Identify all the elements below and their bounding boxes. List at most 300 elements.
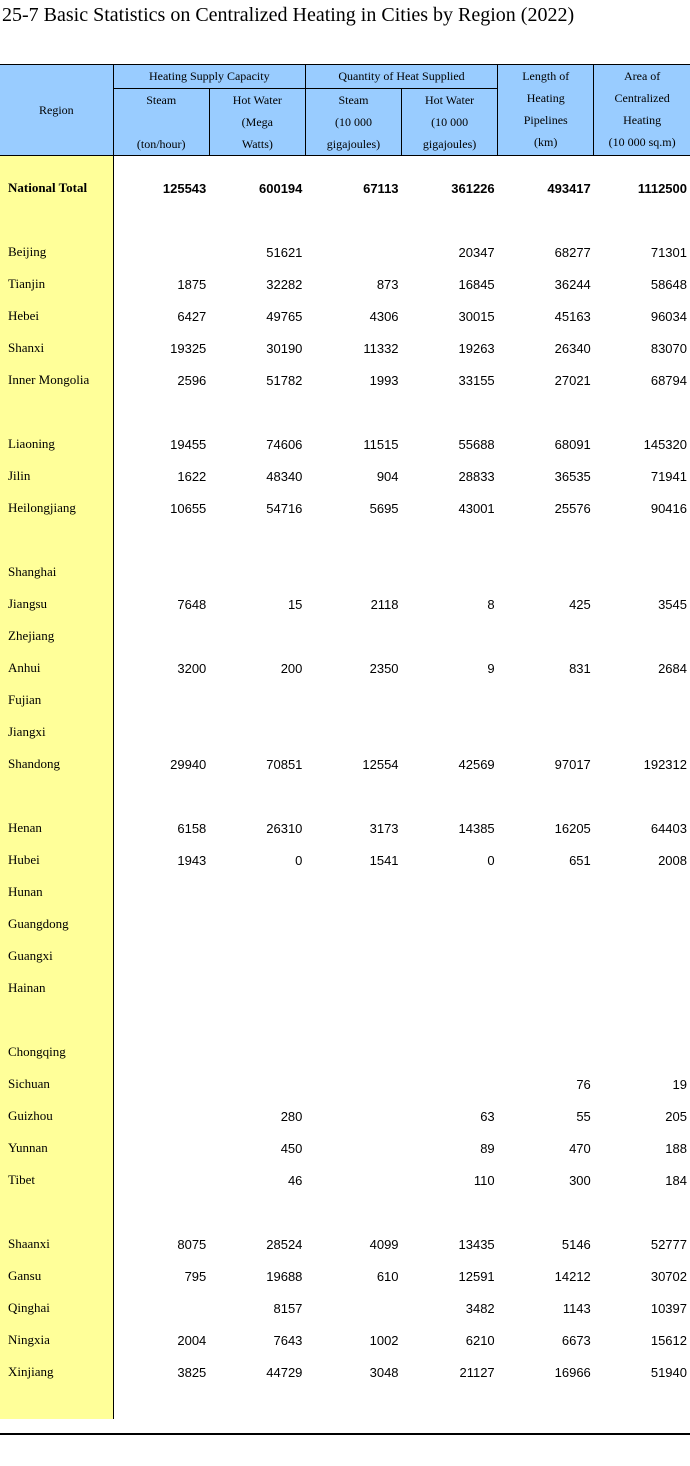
value-cell: 12591 xyxy=(458,1268,495,1284)
value-cell: 3173 xyxy=(369,820,399,836)
region-cell xyxy=(0,1004,113,1036)
value-cell: 16845 xyxy=(458,276,495,292)
header-quantity-group: Quantity of Heat Supplied xyxy=(305,65,497,89)
value-cell xyxy=(402,1004,498,1036)
table-row xyxy=(0,748,690,780)
value-cell: 46 xyxy=(287,1172,303,1188)
value-cell: 54716 xyxy=(266,500,303,516)
value-cell xyxy=(594,972,690,1004)
region-cell: Henan xyxy=(0,812,113,844)
value-cell: 184 xyxy=(665,1172,687,1188)
value-cell xyxy=(209,1388,305,1419)
value-cell xyxy=(402,396,498,428)
spacer-row xyxy=(0,1004,690,1036)
value-cell: 16966 xyxy=(554,1364,591,1380)
region-cell: Guangdong xyxy=(0,908,113,940)
value-cell xyxy=(305,1132,401,1164)
value-cell xyxy=(305,1004,401,1036)
value-cell: 110 xyxy=(473,1172,495,1188)
value-cell: 425 xyxy=(569,596,591,612)
region-cell: Tianjin xyxy=(0,268,113,300)
value-cell xyxy=(594,1036,690,1068)
value-cell xyxy=(305,940,401,972)
value-cell xyxy=(113,556,209,588)
value-cell: 12554 xyxy=(362,756,399,772)
value-cell xyxy=(305,204,401,236)
value-cell: 6158 xyxy=(177,820,207,836)
value-cell xyxy=(305,684,401,716)
value-cell xyxy=(402,940,498,972)
region-cell: Fujian xyxy=(0,684,113,716)
header-capacity-group: Heating Supply Capacity xyxy=(113,65,305,89)
value-cell: 27021 xyxy=(554,372,591,388)
value-cell: 13435 xyxy=(458,1236,495,1252)
value-cell xyxy=(305,1196,401,1228)
header-area-line: (10 000 sq.m) xyxy=(608,135,676,149)
value-cell xyxy=(113,716,209,748)
header-line: (Mega xyxy=(241,115,273,129)
value-cell: 55 xyxy=(576,1108,591,1124)
value-cell xyxy=(402,684,498,716)
value-cell xyxy=(305,1292,401,1324)
value-cell xyxy=(402,780,498,812)
value-cell xyxy=(498,876,594,908)
value-cell: 1112500 xyxy=(637,180,687,196)
value-cell xyxy=(402,716,498,748)
value-cell: 8075 xyxy=(177,1236,207,1252)
header-region: Region xyxy=(0,65,113,156)
value-cell xyxy=(402,1388,498,1419)
value-cell: 19455 xyxy=(170,436,207,452)
value-cell: 83070 xyxy=(650,340,687,356)
value-cell xyxy=(113,396,209,428)
value-cell: 49765 xyxy=(266,308,303,324)
value-cell xyxy=(498,1196,594,1228)
header-line: Watts) xyxy=(241,137,273,151)
value-cell: 5146 xyxy=(561,1236,591,1252)
value-cell xyxy=(209,684,305,716)
value-cell: 493417 xyxy=(547,180,591,196)
value-cell xyxy=(498,524,594,556)
heating-table xyxy=(0,64,690,1419)
header-line: Steam xyxy=(146,93,177,107)
value-cell: 3825 xyxy=(177,1364,207,1380)
table-row xyxy=(0,268,690,300)
value-cell: 15612 xyxy=(650,1332,687,1348)
value-cell: 44729 xyxy=(266,1364,303,1380)
value-cell xyxy=(402,1196,498,1228)
header-line: Steam xyxy=(338,93,369,107)
value-cell xyxy=(594,780,690,812)
value-cell xyxy=(305,716,401,748)
value-cell: 19263 xyxy=(458,340,495,356)
value-cell: 90416 xyxy=(650,500,687,516)
region-cell: Chongqing xyxy=(0,1036,113,1068)
region-cell: Shanxi xyxy=(0,332,113,364)
page-title: 25-7 Basic Statistics on Centralized Heating in Cities by Region (2022) xyxy=(2,4,575,26)
value-cell xyxy=(209,972,305,1004)
value-cell: 2118 xyxy=(370,596,399,612)
table-row xyxy=(0,620,690,652)
value-cell xyxy=(113,780,209,812)
header-pipelines-line: Length of xyxy=(522,69,570,83)
value-cell: 30702 xyxy=(650,1268,687,1284)
value-cell xyxy=(594,1004,690,1036)
value-cell xyxy=(113,620,209,652)
region-cell: Anhui xyxy=(0,652,113,684)
value-cell: 48340 xyxy=(266,468,303,484)
table-row xyxy=(0,1228,690,1260)
value-cell: 125543 xyxy=(162,180,207,196)
region-cell: Shanghai xyxy=(0,556,113,588)
value-cell xyxy=(305,524,401,556)
spacer-row xyxy=(0,1388,690,1419)
value-cell: 32282 xyxy=(266,276,303,292)
region-cell: Zhejiang xyxy=(0,620,113,652)
value-cell xyxy=(305,1100,401,1132)
header-line: (10 000 xyxy=(334,115,372,129)
spacer-row xyxy=(0,1196,690,1228)
value-cell xyxy=(594,524,690,556)
value-cell xyxy=(402,876,498,908)
value-cell xyxy=(305,1388,401,1419)
region-cell: Ningxia xyxy=(0,1324,113,1356)
value-cell xyxy=(209,1068,305,1100)
value-cell xyxy=(305,972,401,1004)
value-cell xyxy=(498,204,594,236)
value-cell xyxy=(305,396,401,428)
spacer-row xyxy=(0,204,690,236)
value-cell xyxy=(498,1004,594,1036)
table-row xyxy=(0,428,690,460)
value-cell xyxy=(305,620,401,652)
header-quantity-steam xyxy=(305,89,401,156)
value-cell xyxy=(113,1292,209,1324)
value-cell: 1622 xyxy=(177,468,207,484)
value-cell: 68091 xyxy=(554,436,591,452)
value-cell: 14385 xyxy=(458,820,495,836)
region-cell: Guangxi xyxy=(0,940,113,972)
table-row xyxy=(0,492,690,524)
value-cell xyxy=(402,556,498,588)
table-row xyxy=(0,1036,690,1068)
value-cell xyxy=(305,1036,401,1068)
value-cell xyxy=(305,236,401,268)
value-cell: 0 xyxy=(295,852,303,868)
table-row xyxy=(0,972,690,1004)
value-cell xyxy=(402,620,498,652)
value-cell: 52777 xyxy=(650,1236,687,1252)
region-cell: Gansu xyxy=(0,1260,113,1292)
value-cell: 97017 xyxy=(554,756,591,772)
region-cell: Shandong xyxy=(0,748,113,780)
region-cell xyxy=(0,156,113,173)
region-cell: Jiangsu xyxy=(0,588,113,620)
value-cell: 2596 xyxy=(177,372,207,388)
value-cell: 3482 xyxy=(465,1300,495,1316)
table-row xyxy=(0,716,690,748)
value-cell xyxy=(113,1196,209,1228)
value-cell: 19 xyxy=(672,1076,687,1092)
value-cell xyxy=(209,556,305,588)
value-cell: 74606 xyxy=(266,436,303,452)
value-cell: 28833 xyxy=(458,468,495,484)
table-row xyxy=(0,332,690,364)
header-area xyxy=(594,65,690,156)
value-cell: 36244 xyxy=(554,276,591,292)
value-cell: 42569 xyxy=(458,756,495,772)
value-cell: 1143 xyxy=(562,1300,591,1316)
region-cell: Shaanxi xyxy=(0,1228,113,1260)
value-cell xyxy=(113,1100,209,1132)
table-row xyxy=(0,1260,690,1292)
value-cell xyxy=(209,876,305,908)
value-cell: 610 xyxy=(376,1268,399,1284)
value-cell: 188 xyxy=(665,1140,687,1156)
value-cell xyxy=(305,908,401,940)
region-cell: Liaoning xyxy=(0,428,113,460)
table-row xyxy=(0,1356,690,1388)
region-cell: Tibet xyxy=(0,1164,113,1196)
value-cell: 26340 xyxy=(554,340,591,356)
value-cell xyxy=(498,972,594,1004)
value-cell xyxy=(498,556,594,588)
value-cell: 8157 xyxy=(273,1300,303,1316)
region-cell: Xinjiang xyxy=(0,1356,113,1388)
value-cell: 2004 xyxy=(177,1332,207,1348)
region-cell: Hubei xyxy=(0,844,113,876)
spacer-row xyxy=(0,524,690,556)
header-area-line: Area of xyxy=(623,69,661,83)
table-row xyxy=(0,1100,690,1132)
value-cell: 19325 xyxy=(170,340,207,356)
table-row xyxy=(0,876,690,908)
value-cell xyxy=(594,396,690,428)
value-cell: 16205 xyxy=(554,820,591,836)
value-cell xyxy=(113,156,209,173)
region-cell: National Total xyxy=(0,172,113,204)
value-cell: 68794 xyxy=(650,372,687,388)
table-row xyxy=(0,236,690,268)
value-cell xyxy=(209,780,305,812)
value-cell: 15 xyxy=(287,596,303,612)
value-cell: 205 xyxy=(665,1108,687,1124)
header-line: (10 000 xyxy=(431,115,469,129)
header-pipelines xyxy=(498,65,594,156)
value-cell: 25576 xyxy=(554,500,591,516)
table-body xyxy=(0,156,690,1420)
value-cell xyxy=(209,1036,305,1068)
table-row xyxy=(0,460,690,492)
value-cell xyxy=(305,156,401,173)
value-cell: 0 xyxy=(487,852,495,868)
value-cell xyxy=(113,876,209,908)
region-cell: Heilongjiang xyxy=(0,492,113,524)
region-cell: Jiangxi xyxy=(0,716,113,748)
header-area-line: Centralized xyxy=(614,91,670,105)
value-cell: 2008 xyxy=(658,852,687,868)
table-row xyxy=(0,1164,690,1196)
value-cell xyxy=(209,716,305,748)
header-line: (ton/hour) xyxy=(136,137,186,151)
value-cell xyxy=(594,1388,690,1419)
region-cell xyxy=(0,1196,113,1228)
header-line: gigajoules) xyxy=(326,137,381,151)
value-cell: 45163 xyxy=(554,308,591,324)
value-cell: 3200 xyxy=(177,660,207,676)
value-cell: 7643 xyxy=(273,1332,303,1348)
value-cell xyxy=(594,156,690,173)
region-cell xyxy=(0,204,113,236)
value-cell xyxy=(594,204,690,236)
table-row xyxy=(0,364,690,396)
value-cell xyxy=(113,1004,209,1036)
value-cell xyxy=(209,1004,305,1036)
total-row xyxy=(0,172,690,204)
value-cell xyxy=(498,908,594,940)
table-row xyxy=(0,1292,690,1324)
value-cell xyxy=(594,716,690,748)
region-cell: Hebei xyxy=(0,300,113,332)
value-cell: 6427 xyxy=(177,308,207,324)
region-cell: Qinghai xyxy=(0,1292,113,1324)
table-row xyxy=(0,1132,690,1164)
value-cell: 361226 xyxy=(451,180,495,196)
value-cell: 7648 xyxy=(177,596,207,612)
value-cell: 30015 xyxy=(458,308,495,324)
value-cell: 70851 xyxy=(266,756,303,772)
value-cell xyxy=(498,716,594,748)
value-cell xyxy=(305,1164,401,1196)
value-cell xyxy=(209,908,305,940)
value-cell xyxy=(113,908,209,940)
value-cell xyxy=(113,972,209,1004)
value-cell: 1943 xyxy=(177,852,207,868)
value-cell: 470 xyxy=(569,1140,591,1156)
value-cell: 51940 xyxy=(650,1364,687,1380)
region-cell: Jilin xyxy=(0,460,113,492)
region-cell xyxy=(0,780,113,812)
value-cell xyxy=(402,1068,498,1100)
value-cell: 600194 xyxy=(259,180,303,196)
region-cell: Inner Mongolia xyxy=(0,364,113,396)
value-cell xyxy=(113,1132,209,1164)
value-cell: 20347 xyxy=(458,244,495,260)
header-line: gigajoules) xyxy=(422,137,477,151)
table-row xyxy=(0,652,690,684)
value-cell: 1993 xyxy=(369,372,399,388)
value-cell xyxy=(305,876,401,908)
value-cell: 11515 xyxy=(363,436,399,452)
value-cell: 21127 xyxy=(459,1364,495,1380)
value-cell: 192312 xyxy=(643,756,687,772)
header-capacity-steam xyxy=(113,89,209,156)
header-line: Hot Water xyxy=(425,93,475,107)
header-quantity-hot-water xyxy=(402,89,498,156)
value-cell: 33155 xyxy=(458,372,495,388)
value-cell: 26310 xyxy=(266,820,303,836)
header-pipelines-line: Pipelines xyxy=(523,113,568,127)
value-cell: 30190 xyxy=(266,340,303,356)
value-cell xyxy=(209,524,305,556)
table-row xyxy=(0,812,690,844)
value-cell: 280 xyxy=(280,1108,303,1124)
value-cell: 28524 xyxy=(266,1236,303,1252)
region-cell: Hainan xyxy=(0,972,113,1004)
value-cell: 3048 xyxy=(369,1364,399,1380)
value-cell xyxy=(113,204,209,236)
value-cell xyxy=(498,940,594,972)
table-row xyxy=(0,556,690,588)
table-row xyxy=(0,1324,690,1356)
value-cell: 4306 xyxy=(369,308,399,324)
value-cell xyxy=(594,1196,690,1228)
value-cell xyxy=(113,1036,209,1068)
value-cell xyxy=(209,1196,305,1228)
statistics-table xyxy=(0,64,690,1419)
value-cell: 36535 xyxy=(554,468,591,484)
header-pipelines-line: (km) xyxy=(534,135,558,149)
value-cell xyxy=(402,204,498,236)
value-cell xyxy=(594,556,690,588)
value-cell: 1541 xyxy=(369,852,399,868)
value-cell: 63 xyxy=(480,1108,495,1124)
value-cell: 2684 xyxy=(658,660,687,676)
spacer-row xyxy=(0,156,690,173)
value-cell: 9 xyxy=(487,660,495,676)
value-cell: 71941 xyxy=(650,468,687,484)
header-line xyxy=(114,111,209,133)
value-cell: 71301 xyxy=(650,244,687,260)
value-cell: 64403 xyxy=(650,820,687,836)
table-row xyxy=(0,908,690,940)
value-cell xyxy=(209,940,305,972)
value-cell xyxy=(113,524,209,556)
value-cell xyxy=(113,236,209,268)
header-area-line: Heating xyxy=(623,113,662,127)
value-cell xyxy=(113,1388,209,1419)
value-cell xyxy=(209,156,305,173)
value-cell xyxy=(402,156,498,173)
value-cell xyxy=(113,1164,209,1196)
spacer-row xyxy=(0,396,690,428)
value-cell xyxy=(402,908,498,940)
value-cell: 1002 xyxy=(369,1332,399,1348)
value-cell xyxy=(305,556,401,588)
value-cell: 68277 xyxy=(554,244,591,260)
value-cell xyxy=(498,684,594,716)
value-cell: 67113 xyxy=(363,180,399,196)
value-cell xyxy=(498,1388,594,1419)
value-cell xyxy=(402,972,498,1004)
value-cell: 2350 xyxy=(369,660,399,676)
value-cell: 51621 xyxy=(266,244,303,260)
table-row xyxy=(0,684,690,716)
value-cell: 29940 xyxy=(170,756,207,772)
value-cell: 3545 xyxy=(658,596,687,612)
value-cell xyxy=(402,524,498,556)
value-cell: 795 xyxy=(184,1268,207,1284)
region-cell: Beijing xyxy=(0,236,113,268)
value-cell xyxy=(113,1068,209,1100)
table-row xyxy=(0,844,690,876)
value-cell xyxy=(402,1036,498,1068)
value-cell xyxy=(594,876,690,908)
value-cell: 1875 xyxy=(177,276,207,292)
value-cell xyxy=(305,1068,401,1100)
value-cell xyxy=(498,396,594,428)
value-cell xyxy=(594,620,690,652)
